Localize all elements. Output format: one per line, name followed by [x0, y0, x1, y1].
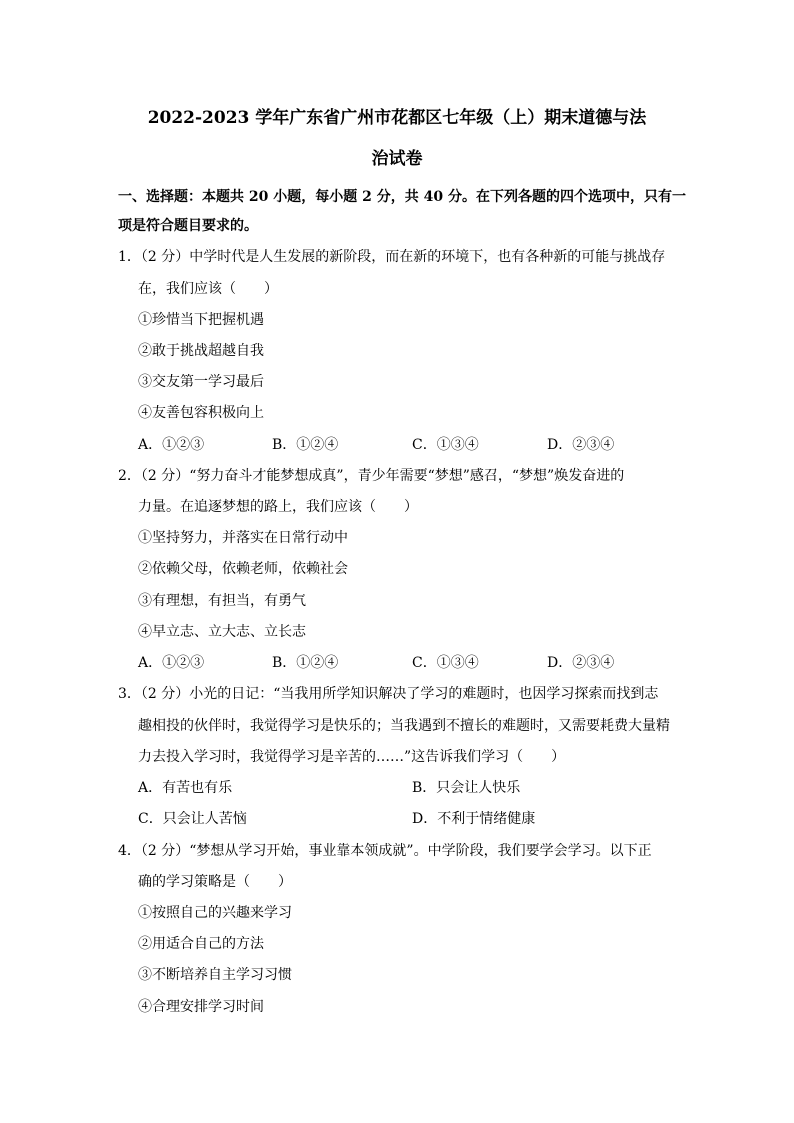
- question-2-option-c: C．①③④: [412, 655, 479, 671]
- question-1-item-2: ②敢于挑战超越自我: [138, 343, 264, 359]
- question-4-item-2: ②用适合自己的方法: [138, 936, 264, 952]
- question-3-stem-line-2: 趣相投的伙伴时，我觉得学习是快乐的；当我遇到不擅长的难题时，又需要耗费大量精: [138, 718, 670, 734]
- question-2-option-d: D．②③④: [547, 655, 615, 671]
- exam-title-line-1: 2022-2023 学年广东省广州市花都区七年级（上）期末道德与法: [147, 108, 647, 128]
- question-3-option-b: B．只会让人快乐: [412, 780, 521, 796]
- question-2-item-4: ④早立志、立大志、立长志: [138, 624, 306, 640]
- question-2-stem-line-2: 力量。在追逐梦想的路上，我们应该（ ）: [138, 499, 418, 515]
- exam-title-line-2: 治试卷: [371, 149, 423, 169]
- question-3-option-d: D．不利于情绪健康: [412, 811, 536, 827]
- question-1-option-b: B．①②④: [272, 437, 339, 453]
- question-1-option-a: A．①②③: [138, 437, 205, 453]
- question-4-item-4: ④合理安排学习时间: [138, 999, 264, 1015]
- question-1-item-3: ③交友第一学习最后: [138, 374, 264, 390]
- question-2-item-1: ①坚持努力，并落实在日常行动中: [138, 530, 348, 546]
- question-1-option-d: D．②③④: [547, 437, 615, 453]
- question-1-stem-line-2: 在，我们应该（ ）: [138, 281, 278, 297]
- question-3-option-a: A．有苦也有乐: [138, 780, 233, 796]
- question-4-item-1: ①按照自己的兴趣来学习: [138, 905, 292, 921]
- section-heading-line-1: 一、选择题：本题共 20 小题，每小题 2 分，共 40 分。在下列各题的四个选项中，只有一: [118, 189, 686, 205]
- question-1-item-4: ④友善包容积极向上: [138, 405, 264, 421]
- section-heading-line-2: 项是符合题目要求的。: [118, 218, 258, 234]
- question-2-option-a: A．①②③: [138, 655, 205, 671]
- question-1-option-c: C．①③④: [412, 437, 479, 453]
- question-1-stem-line-1: 1．（2 分）中学时代是人生发展的新阶段，而在新的环境下，也有各种新的可能与挑战存: [118, 249, 666, 265]
- question-1-item-1: ①珍惜当下把握机遇: [138, 312, 264, 328]
- question-2-item-3: ③有理想，有担当，有勇气: [138, 593, 306, 609]
- question-3-stem-line-3: 力去投入学习时，我觉得学习是辛苦的……”这告诉我们学习（ ）: [138, 749, 566, 765]
- question-3-stem-line-1: 3．（2 分）小光的日记：“当我用所学知识解决了学习的难题时，也因学习探索而找到志: [118, 686, 659, 702]
- question-2-option-b: B．①②④: [272, 655, 339, 671]
- question-2-stem-line-1: 2．（2 分）“努力奋斗才能梦想成真”，青少年需要“梦想”感召，“梦想”焕发奋进的: [118, 468, 625, 484]
- question-4-stem-line-2: 确的学习策略是（ ）: [138, 874, 292, 890]
- question-2-item-2: ②依赖父母，依赖老师，依赖社会: [138, 561, 348, 577]
- question-4-stem-line-1: 4．（2 分）“梦想从学习开始，事业靠本领成就”。中学阶段，我们要学会学习。以下正: [118, 843, 652, 859]
- question-4-item-3: ③不断培养自主学习习惯: [138, 967, 292, 983]
- question-3-option-c: C．只会让人苦恼: [138, 811, 247, 827]
